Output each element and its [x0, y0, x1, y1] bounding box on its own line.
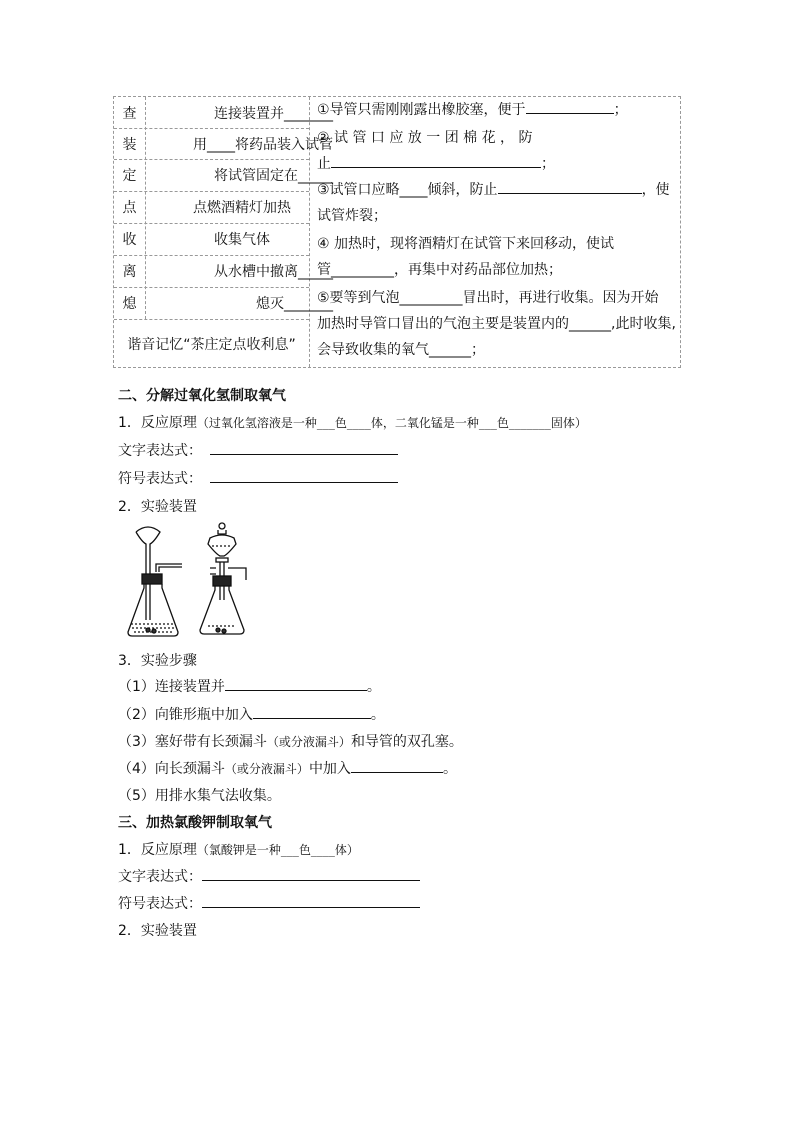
conical-flask-long-funnel-icon — [128, 527, 182, 636]
note-4b: 管_________，再集中对药品部位加热； — [317, 262, 562, 278]
section-3-title: 三、加热氯酸钾制取氧气 — [118, 815, 272, 831]
note-5c: 会导致收集的氧气______； — [317, 342, 485, 358]
step-2: （2）向锥形瓶中加入 。 — [118, 707, 385, 723]
note-5a: ⑤要等到气泡_________冒出时，再进行收集。因为开始 — [317, 290, 659, 306]
note-4a: ④ 加热时，现将酒精灯在试管下来回移动，使试 — [317, 236, 614, 252]
note-3b: 试管炸裂； — [317, 208, 387, 224]
table-action: 用____将药品装入试管 — [193, 136, 333, 153]
table-action: 从水槽中撤离_____ — [214, 264, 333, 280]
step-3: （3）塞好带有长颈漏斗（或分液漏斗）和导管的双孔塞。 — [118, 734, 463, 750]
section-3-word-equation: 文字表达式： — [118, 866, 420, 886]
mnemonic-text: 谐音记忆“茶庄定点收利息” — [127, 337, 296, 353]
note-2b: 止 ； — [317, 156, 555, 172]
table-action: 连接装置并_______ — [214, 105, 333, 122]
table-key: 收 — [122, 232, 137, 248]
table-key: 定 — [122, 168, 137, 184]
table-key: 离 — [122, 264, 137, 280]
note-5b: 加热时导管口冒出的气泡主要是装置内的______,此时收集, — [317, 316, 676, 332]
table-action: 将试管固定在_____ — [214, 168, 333, 184]
step-4: （4）向长颈漏斗（或分液漏斗）中加入 。 — [118, 761, 457, 777]
section-2-apparatus-label: 2．实验装置 — [118, 499, 197, 515]
section-2-title: 二、分解过氧化氢制取氧气 — [118, 388, 286, 404]
note-3a: ③试管口应略____倾斜，防止 ，使 — [317, 182, 670, 198]
section-2-principle: 1．反应原理（过氧化氢溶液是一种___色____体，二氧化锰是一种___色_______固体） — [118, 415, 587, 431]
note-1: ①导管只需刚刚露出橡胶塞，便于 ； — [317, 102, 628, 118]
section-3-principle: 1．反应原理（氯酸钾是一种___色____体） — [118, 842, 359, 858]
section-3-apparatus-label: 2．实验装置 — [118, 923, 197, 939]
steps-table — [113, 96, 681, 368]
apparatus-figure — [124, 520, 264, 642]
conical-flask-separatory-funnel-icon — [200, 523, 246, 634]
section-2-steps-label: 3．实验步骤 — [118, 653, 197, 669]
table-action: 收集气体 — [214, 232, 270, 248]
note-2a: ② 试 管 口 应 放 一 团 棉 花 ， 防 — [317, 130, 533, 146]
table-action: 熄灭_______ — [256, 296, 333, 312]
table-key: 装 — [122, 136, 137, 153]
table-key: 熄 — [122, 296, 137, 312]
section-2-word-equation: 文字表达式： — [118, 440, 398, 460]
section-3-symbol-equation: 符号表达式： — [118, 893, 420, 913]
table-key: 查 — [122, 105, 137, 122]
step-5: （5）用排水集气法收集。 — [118, 788, 281, 804]
table-action: 点燃酒精灯加热 — [193, 200, 291, 216]
section-2-symbol-equation: 符号表达式： — [118, 468, 398, 488]
table-key: 点 — [122, 200, 137, 216]
step-1: （1）连接装置并 。 — [118, 679, 381, 695]
